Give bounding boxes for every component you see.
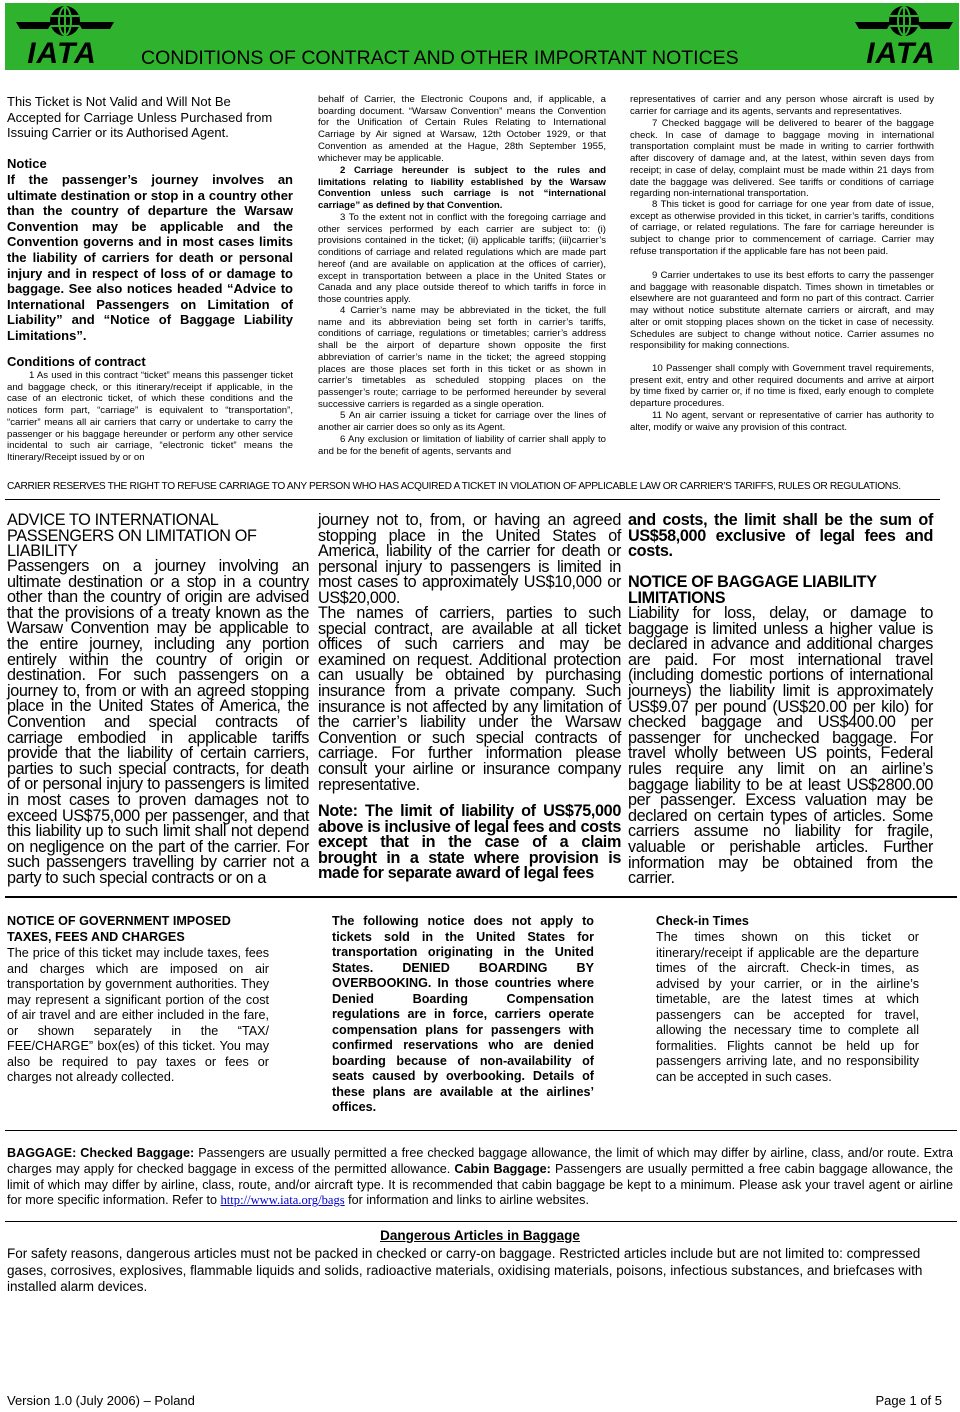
validity-line: This Ticket is Not Valid and Will Not Be: [7, 94, 231, 109]
condition-5: 5 An air carrier issuing a ticket for carriage over the lines of another air carrier does so only as its Agent.: [318, 410, 606, 433]
conditions-heading: Conditions of contract: [7, 354, 146, 369]
condition-3: 3 To the extent not in conflict with the foregoing carriage and other services performed by each carrier are subject to: (i) provisions contained in the ticket; (ii) applicable tariffs; (iii)carrier’s conditions of carriage and related regulations which are made part hereof (and are available on application at the offices of carrier), except in transportation between a place in the United States or Canada and any place outside thereof to which tariffs in force in those countries apply.: [318, 212, 606, 305]
validity-line: Issuing Carrier or its Authorised Agent.: [7, 125, 229, 141]
condition-1: 1 As used in this contract “ticket” means this passenger ticket and baggage check, or this itinerary/receipt if applicable, in the case of an electronic ticket, of which these conditions and the notices form part, “carriage” is equivalent to “transportation”, “carrier” means all air carriers that carry or undertake to carry the passenger or his baggage hereunder or perform any other service incidental to such air carriage, “electronic ticket” means the Itinerary/Receipt issued by or on: [7, 370, 293, 463]
header-bar: [5, 3, 959, 70]
checkin-body: The times shown on this ticket or itinerary/receipt if applicable are the departure times of the aircraft. Check-in times, as advised by your carrier, or in the airline’s timetable, are the latest times at which passengers can be accepted for travel, allowing the necessary time to complete all formalities. Flights cannot be held up for passengers arriving late, and no responsibility can be accepted in such cases.: [656, 930, 919, 1084]
page-number: Page 1 of 5: [875, 1393, 942, 1408]
baggage-section: [7, 1146, 953, 1209]
advice-paragraph-1: Passengers on a journey involving an ultimate destination or a stop in a country other than the country of origin are advised that the provisions of a treaty known as the Warsaw Convention may be applicable to the entire journey, including any portion entirely within the country of origin or destination. For such passengers on a journey to, from or with an agreed stopping place in the United States of America, the Convention and special contracts of carriage embodied in applicable tariffs provide that the liability of certain carriers, parties to such special contracts, for death of or personal injury to passengers is limited in most cases to proven damages not to exceed US$75,000 per passenger, and that this liability up to such limit shall not depend on negligence on the part of the carrier. For such passengers travelling by carrier not a party to such special contracts or on a: [7, 557, 309, 887]
dangerous-heading: Dangerous Articles in Baggage: [380, 1228, 580, 1243]
cabin-baggage-label: Cabin Baggage:: [454, 1161, 551, 1176]
notice-body: If the passenger’s journey involves an ultimate destination or stop in a country other than the country of departure the Warsaw Convention may be applicable and the Convention governs and in most cases limits the liability of carriers for death or personal injury and in respect of loss of or damage to baggage. See also notices headed “Advice to International Passengers on Limitation of Liability” and “Notice of Baggage Liability Limitations”.: [7, 172, 293, 343]
reserves-notice: CARRIER RESERVES THE RIGHT TO REFUSE CARRIAGE TO ANY PERSON WHO HAS ACQUIRED A TICKET IN VIOLATION OF APPLICABLE LAW OR CARRIER’S TARIFFS, RULES OR REGULATIONS.: [7, 481, 901, 492]
logo-text: IATA: [27, 37, 97, 70]
logo-text: IATA: [866, 37, 936, 70]
divider: [5, 499, 940, 500]
baggage-label: BAGGAGE:: [7, 1146, 77, 1160]
divider: [5, 1221, 957, 1222]
condition-9: 9 Carrier undertakes to use its best efforts to carry the passenger and baggage with reasonable dispatch. Times shown in timetables or elsewhere are not guaranteed and form no part of this contract. Carrier may without notice substitute alternate carriers or aircraft, and may alter or omit stopping places shown on the ticket in case of necessity. Schedules are subject to change without notice. Carrier assumes no responsibility for making connections.: [630, 270, 934, 352]
taxes-heading: NOTICE OF GOVERNMENT IMPOSED TAXES, FEES AND CHARGES: [7, 914, 231, 944]
denied-boarding-notice: The following notice does not apply to tickets sold in the United States for transportation originating in the United States. DENIED BOARDING BY OVERBOOKING. In those countries where Denied Boarding Compensation regulations are in force, carriers operate compensation plans for passengers with confirmed reservations who are denied boarding because of non-availability of seats caused by overbooking. Details of these plans are available at the airlines’ offices.: [332, 914, 594, 1114]
checked-baggage-label: Checked Baggage:: [80, 1146, 195, 1160]
condition-6-continued: representatives of carrier and any person whose aircraft is used by carrier for carriage and its agents, servants and representatives.: [630, 94, 934, 117]
baggage-link-suffix: for information and links to airline websites.: [348, 1193, 589, 1208]
checked-baggage-text: Passengers are usually permitted a free checked baggage allowance, the limit of which may differ by airline, class, and/or route. Extra charges may apply for checked baggage in excess of the permitted allowance.: [7, 1146, 953, 1176]
condition-2: 2 Carriage hereunder is subject to the rules and limitations relating to liability established by the Warsaw Convention unless such carriage is not “international carriage” as defined by that Convention.: [318, 165, 606, 212]
validity-line: Accepted for Carriage Unless Purchased from: [7, 109, 273, 125]
advice-paragraph-3: The names of carriers, parties to such special contract, are available at all ticket offices of such carriers and may be examined on request. Additional protection can usually be obtained by purchasing insurance from a private company. Such insurance is not affected by any limitation of the carrier’s liability under the Warsaw Convention or such special contracts of carriage. For further information please consult your airline or insurance company representative.: [318, 604, 621, 794]
notice-heading: Notice: [7, 156, 47, 171]
dangerous-body: For safety reasons, dangerous articles must not be packed in checked or carry-on baggage. Restricted articles include but are not limited to: compressed gases, corrosives, explosives, flammable liquids and solids, radioactive materials, oxidising materials, poisons, infectious substances, and briefcases with installed alarm devices.: [7, 1246, 923, 1294]
iata-logo-left: [10, 3, 120, 70]
condition-10: 10 Passenger shall comply with Government travel requirements, present exit, entry and other required documents and arrive at airport by time fixed by carrier or, if no time is fixed, early enough to complete departure procedures.: [630, 363, 934, 410]
taxes-body: The price of this ticket may include taxes, fees and charges which are imposed on air transportation by government authorities. They may represent a significant portion of the cost of air travel and are either included in the fare, or shown separately in the “TAX/ FEE/CHARGE” box(es) of this ticket. You may also be required to pay taxes or fees or charges not already collected.: [7, 946, 269, 1084]
iata-logo-right: [849, 3, 959, 70]
validity-intro: [7, 94, 297, 141]
baggage-limits-heading: NOTICE OF BAGGAGE LIABILITY LIMITATIONS: [628, 573, 877, 607]
version-label: Version 1.0 (July 2006) – Poland: [7, 1393, 195, 1408]
divider: [5, 896, 957, 898]
iata-bags-link[interactable]: http://www.iata.org/bags: [220, 1193, 345, 1208]
baggage-limits-body: Liability for loss, delay, or damage to baggage is limited unless a higher value is declared in advance and additional charges are paid. For most international travel (including domestic portions of international journeys) the liability limit is approximately US$9.07 per pound (US$20.00 per kilo) for checked baggage and US$400.00 per passenger for unchecked baggage. For travel wholly between US points, Federal rules require any limit on an airline’s baggage liability to be at least US$2800.00 per passenger. Excess valuation may be declared on certain types of articles. Some carriers assume no liability for fragile, valuable or perishable articles. Further information may be obtained from the carrier.: [628, 604, 933, 888]
checkin-heading: Check-in Times: [656, 914, 749, 928]
condition-7: 7 Checked baggage will be delivered to bearer of the baggage check. In case of damage to baggage moving in international transportation complaint must be made in writing to carrier forthwith after discovery of damage and, at the latest, within seven days from receipt; in case of delay, complaint must be made within 21 days from date the baggage was delivered. See tariffs or conditions of carriage regarding non-international transportation.: [630, 118, 934, 200]
condition-6: 6 Any exclusion or limitation of liability of carrier shall apply to and be for the benefit of agents, servants and: [318, 434, 606, 457]
page-title: CONDITIONS OF CONTRACT AND OTHER IMPORTANT NOTICES: [141, 47, 739, 69]
condition-8: 8 This ticket is good for carriage for one year from date of issue, except as otherwise provided in this ticket, in carrier’s tariffs, conditions of carriage, or related regulations. The fare for carriage hereunder is subject to change prior to commencement of carriage. Carrier may refuse transportation if the applicable fare has not been paid.: [630, 199, 934, 257]
condition-11: 11 No agent, servant or representative of carrier has authority to alter, modify or waive any provision of this contract.: [630, 410, 934, 433]
advice-paragraph-2: journey not to, from, or having an agreed stopping place in the United States of America, liability of the carrier for death or personal injury to passengers is limited in most cases to approximately US$10,000 or US$20,000.: [318, 511, 621, 607]
liability-note-continued: and costs, the limit shall be the sum of US$58,000 exclusive of legal fees and costs.: [628, 511, 933, 561]
condition-4: 4 Carrier’s name may be abbreviated in the ticket, the full name and its abbreviation being set forth in carrier’s tariffs, conditions of carriage, regulations or timetables; carrier’s address shall be the airport of departure shown opposite the first abbreviation of carrier’s name in the ticket; the agreed stopping places are those places set forth in this ticket or as shown in carrier’s timetables as scheduled stopping places on the passenger’s route; carriage to be performed hereunder by several successive carriers is regarded as a single operation.: [318, 305, 606, 410]
liability-note: Note: The limit of liability of US$75,000 above is inclusive of legal fees and costs except that in the case of a claim brought in a state where provision is made for separate award of legal fees: [318, 802, 621, 883]
divider: [5, 1130, 957, 1131]
condition-1-continued: behalf of Carrier, the Electronic Coupons and, if applicable, a boarding document. “Warsaw Convention” means the Convention for the Unification of Certain Rules Relating to International Carriage by Air signed at Warsaw, 12th October 1929, or that Convention as amended at the Hague, 28th September 1955, whichever may be applicable.: [318, 94, 606, 164]
cabin-baggage-text: Passengers are usually permitted a free cabin baggage allowance, the limit of which may differ by airline, class, route, and/or aircraft type. It is recommended that cabin baggage be kept to a minimum. Please ask your travel agent or airline for more specific information. Refer to: [7, 1161, 953, 1208]
advice-heading: ADVICE TO INTERNATIONAL PASSENGERS ON LIMITATION OF LIABILITY: [7, 511, 257, 561]
